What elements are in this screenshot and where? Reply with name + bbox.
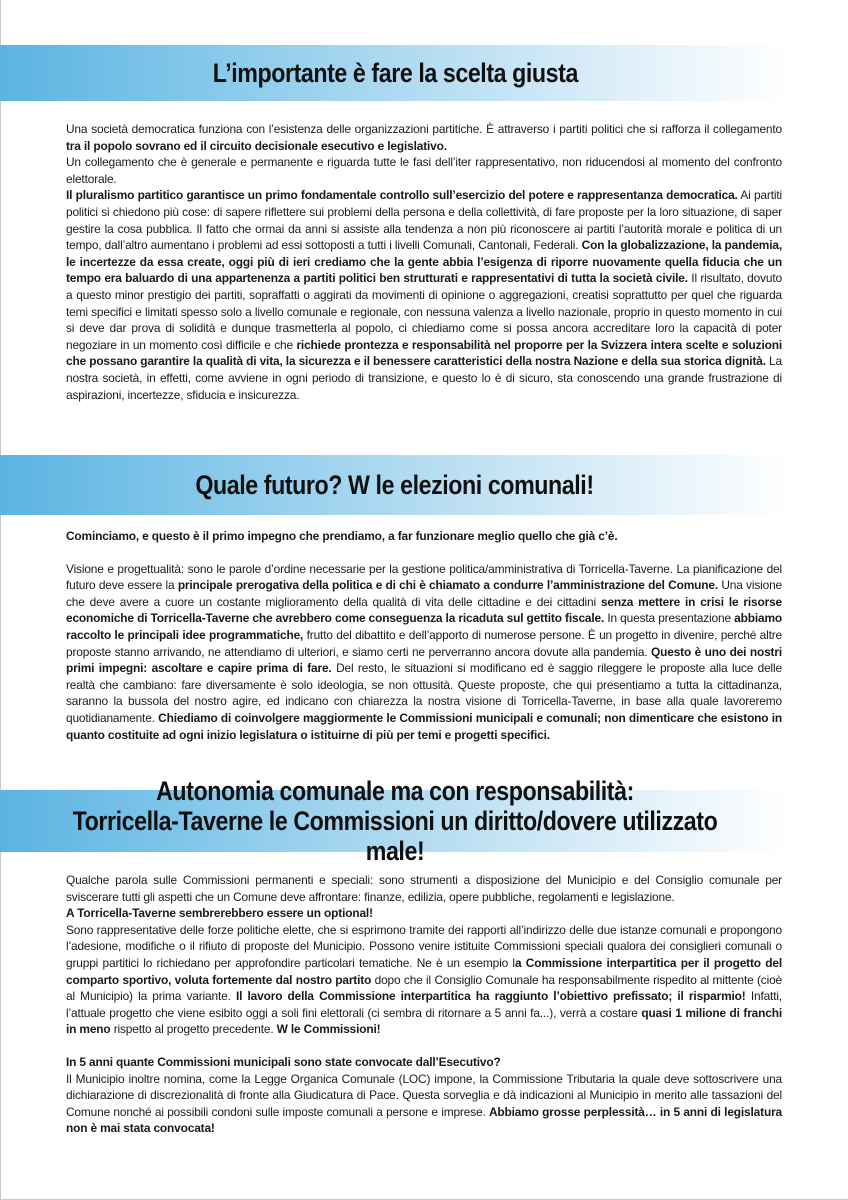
section-3-body [66, 872, 782, 1137]
section-2-body [66, 528, 782, 743]
paragraph [66, 1071, 782, 1137]
text-run: In questa presentazione [604, 611, 735, 626]
text-run: Il risultato, dovuto a questo minor prestigio dei partiti, sopraffatti o aggirati da movimenti di opinione o aggregazioni, creatisi soprattutto per quel che riguarda temi specifici e limitati spesso solo a livello comunale e regionale, con nessuna valenza a livello nazionale, proprio in questo momento in cui si deve dar prova di solidità e dunque trasmetterla al popolo, ci chiediamo come si possa ancora accreditare loro la capacità di poter negoziare in un momento così difficile e che [66, 271, 782, 352]
text-run: Infatti, l’attuale progetto che viene esibito oggi a soli fini elettorali (ci sembra di ritornare a 5 anni fa...), verrà a costare [66, 989, 783, 1020]
section-1-header-band [0, 45, 790, 101]
bold-text-run: senza mettere in crisi le risorse economiche di Torricella-Taverne che avrebbero come conseguenza la ricaduta sul gettito fiscale. [66, 594, 782, 626]
section-2-header-band [0, 455, 790, 515]
bold-text-run: Il lavoro della Commissione interpartitica ha raggiunto l’obiettivo prefissato; il risparmio! [235, 989, 746, 1004]
bold-text-run: quasi 1 milione di franchi in meno [66, 1005, 782, 1037]
bold-text-run: Cominciamo, e questo è il primo impegno che prendiamo, a far funzionare meglio quello che già c’è. [66, 529, 618, 543]
text-run: Sono rappresentative delle forze politiche elette, che si esprimono tramite dei rapporti all’indirizzo delle due istanze comunali e propongono l’adesione, modifiche o il rifiuto di proposte del Municipio. Possono venire istituite Commissioni speciali qualora dei consiglieri comunali o gruppi partitici lo richiedano per approfondire particolari tematiche. Ne è un esempio l [66, 922, 782, 970]
bold-text-run: W le Commissioni! [276, 1022, 381, 1037]
paragraph [66, 528, 782, 545]
bold-text-run: tra il popolo sovrano ed il circuito decisionale esecutivo e legislativo. [66, 138, 447, 153]
text-run: La nostra società, in effetti, come avviene in ogni periodo di transizione, e questo lo è di sicuro, sta conoscendo una grande frustrazione di aspirazioni, incertezze, sfiducia e insicurezza. [66, 354, 782, 402]
bold-text-run: a Commissione interpartitica per il progetto del comparto sportivo, voluta fortemente dal nostro partito [66, 955, 783, 987]
text-run: Una società democratica funziona con l’esistenza delle organizzazioni partitiche. È attraverso i partiti politici che si rafforza il collegamento [66, 122, 782, 136]
bold-text-run: abbiamo raccolto le principali idee programmatiche, [66, 611, 782, 642]
bold-text-run: Questo è uno dei nostri primi impegni: ascoltare e capire prima di fare. [66, 644, 782, 676]
text-run: Visione e progettualità: sono le parole d’ordine necessarie per la gestione politica/amministrativa di Torricella-Taverne. La pianificazione del futuro deve essere la [66, 561, 782, 593]
text-run: Qualche parola sulle Commissioni permanenti e speciali: sono strumenti a disposizione del Municipio e del Consiglio comunale per sviscerare tutti gli aspetti che un Comune deve affrontare: finanze, edilizia, opere pubbliche, regolamenti e legislazione. [66, 873, 782, 904]
bold-text-run: Il pluralismo partitico garantisce un primo fondamentale controllo sull’esercizio del potere e rappresentanza democratica. [66, 188, 738, 203]
text-run: dopo che il Consiglio Comunale ha responsabilmente rispedito al mittente (cioè al Municipio) la prima variante. [66, 972, 783, 1004]
paragraph [66, 905, 782, 922]
paragraph [66, 561, 782, 744]
bold-text-run: Con la globalizzazione, la pandemia, le incertezze da essa create, oggi più di ieri crediamo che la gente abbia l’esigenza di riporre nuovamente quella fiducia che un tempo era baluardo di una appartenenza a partiti politici ben strutturati e rappresentativi di tutta la società civile. [66, 238, 782, 286]
text-run: Un collegamento che è generale e permanente e riguarda tutte le fasi dell’iter rappresentativo, non riducendosi al momento del confronto elettorale. [66, 155, 782, 186]
section-3-header-band [0, 776, 790, 866]
text-run: Ai partiti politici si chiedono più cose: di sapere riflettere sui problemi della persona e della collettività, di fare proposte per la loro situazione, di saper gestire la cosa pubblica. Il fatto che ormai da anni si assiste alla tendenza a non più riconoscere ai partiti l’autorità morale e politica di un tempo, dall’altro aumentano i problemi ad essi sottoposti a tutti i livelli Comunali, Cantonali, Federali. [66, 188, 782, 253]
section-1-heading: L’importante è fare la scelta giusta [212, 57, 578, 88]
bold-text-run: In 5 anni quante Commissioni municipali sono state convocate dall’Esecutivo? [66, 1054, 501, 1069]
section-3-heading-line-2: Torricella-Taverne le Commissioni un diritto/dovere utilizzato male! [72, 806, 718, 866]
section-1-body [66, 121, 782, 403]
paragraph [66, 922, 782, 1038]
bold-text-run: Abbiamo grosse perplessità… in 5 anni di legislatura non è mai stata convocata! [66, 1104, 783, 1136]
text-run: frutto del dibattito e dell’apporto di numerose persone. È un progetto in divenire, perché altre proposte stanno arrivando, ne attendiamo di ulteriori, e siamo certi ne perverranno ancora dovute alla pandemia. [66, 627, 782, 659]
section-3-heading [55, 776, 734, 866]
paragraph [66, 154, 782, 187]
section-2-heading: Quale futuro? W le elezioni comunali! [195, 469, 595, 500]
bold-text-run: richiede prontezza e responsabilità nel proporre per la Svizzera intera scelte e soluzioni che possano garantire la qualità di vita, la sicurezza e il benessere caratteristici della nostra Nazione e della sua storica dignità. [66, 337, 782, 369]
text-run: Una visione che deve avere a cuore un costante miglioramento della qualità di vita delle cittadine e dei cittadini [66, 578, 782, 609]
paragraph [66, 121, 782, 154]
text-run: Del resto, le situazioni si modificano ed è saggio rileggere le proposte alla luce delle realtà che cambiano: fare diversamente è solo ideologia, se non ottusità. Queste proposte, che qui presentiamo a tutta la cittadinanza, saranno la bussola del nostro agire, ed indicano con chiarezza la nostra visione di Torricella-Taverne, in base alla quale lavoreremo quotidianamente. [66, 661, 782, 725]
bold-text-run: A Torricella-Taverne sembrerebbero essere un optional! [66, 906, 373, 921]
text-run: rispetto al progetto precedente. [110, 1022, 277, 1037]
paragraph [66, 1054, 782, 1071]
bold-text-run: Chiediamo di coinvolgere maggiormente le Commissioni municipali e comunali; non dimenticare che esistono in quanto costituite ad ogni inizio legislatura o istituirne di più per temi e progetti specifici. [66, 710, 783, 742]
text-run: Il Municipio inoltre nomina, come la Legge Organica Comunale (LOC) impone, la Commissione Tributaria la quale deve sottoscrivere una dichiarazione di discrezionalità di fronte alla Giudicatura di Pace. Questa sorveglia e dà indicazioni al Municipio in merito alle tassazioni del Comune nonché ai possibili condoni sulle imposte comunali a persone e imprese. [66, 1071, 782, 1119]
bold-text-run: principale prerogativa della politica e di chi è chiamato a condurre l’amministrazione del Comune. [177, 578, 718, 593]
paragraph [66, 872, 782, 905]
section-3-heading-line-1: Autonomia comunale ma con responsabilità: [156, 776, 634, 806]
paragraph [66, 187, 782, 403]
